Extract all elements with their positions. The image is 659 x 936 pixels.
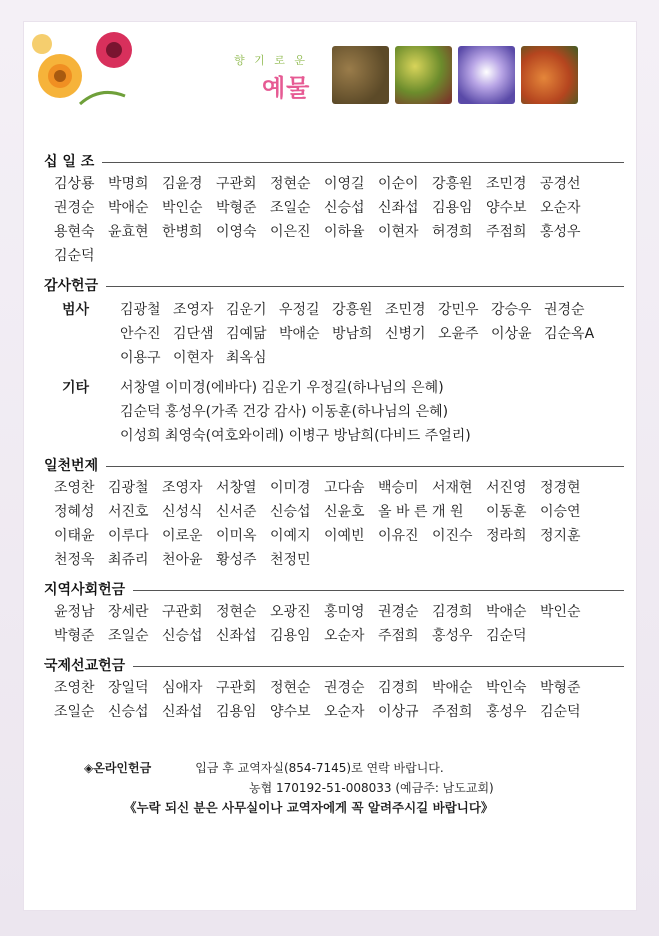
name-entry: 조민경 <box>486 176 527 192</box>
name-entry: 조영자 <box>162 480 203 496</box>
name-entry: 주점희 <box>432 704 473 720</box>
name-entry: 김단샘 <box>173 326 214 342</box>
section-header <box>44 454 624 476</box>
online-offering-info <box>84 758 604 818</box>
name-entry: 김용임 <box>270 628 311 644</box>
subsection-label: 범사 <box>62 302 90 318</box>
name-entry: 김용임 <box>216 704 257 720</box>
name-entry: 이은진 <box>270 224 311 240</box>
name-entry: 황성주 <box>216 552 257 568</box>
name-entry: 서창열 <box>216 480 257 496</box>
name-list <box>120 298 624 370</box>
name-entry: 이용구 <box>120 350 161 366</box>
name-entry: 장일덕 <box>108 680 149 696</box>
page-title: 예물 <box>262 74 311 102</box>
name-entry: 용현숙 <box>54 224 95 240</box>
name-entry: 백승미 <box>378 480 419 496</box>
name-list <box>44 600 624 648</box>
name-entry: 이상윤 <box>491 326 532 342</box>
name-entry: 권경순 <box>54 200 95 216</box>
name-entry: 이미경 <box>270 480 311 496</box>
header-kicker: 향 기 로 운 <box>234 54 308 67</box>
name-entry: 천정민 <box>270 552 311 568</box>
name-entry: 주점희 <box>486 224 527 240</box>
name-entry: 박애순 <box>432 680 473 696</box>
name-entry: 한병희 <box>162 224 203 240</box>
name-entry: 권경순 <box>378 604 419 620</box>
name-entry: 김경희 <box>378 680 419 696</box>
name-entry: 신좌섭 <box>216 628 257 644</box>
name-entry: 조영찬 <box>54 480 95 496</box>
subsection-other <box>44 376 624 448</box>
name-entry: 정라희 <box>486 528 527 544</box>
name-entry: 김경희 <box>432 604 473 620</box>
section-title: 국제선교헌금 <box>44 658 126 674</box>
name-entry: 안수진 <box>120 326 161 342</box>
divider <box>106 466 624 467</box>
name-entry: 홍성우 <box>432 628 473 644</box>
pumpkin-photo <box>521 46 578 104</box>
name-entry: 신승섭 <box>108 704 149 720</box>
name-entry: 신좌섭 <box>162 704 203 720</box>
name-entry: 이예지 <box>270 528 311 544</box>
name-entry: 정지훈 <box>540 528 581 544</box>
name-entry: 서진호 <box>108 504 149 520</box>
section-one-thousandth <box>44 454 624 572</box>
section-header <box>44 150 624 172</box>
name-entry: 이유진 <box>378 528 419 544</box>
name-entry: 이루다 <box>108 528 149 544</box>
divider <box>133 666 624 667</box>
name-entry: 오윤주 <box>438 326 479 342</box>
name-entry: 조일순 <box>270 200 311 216</box>
name-entry: 우정길 <box>279 302 320 318</box>
name-entry: 신승섭 <box>162 628 203 644</box>
name-entry: 권경순 <box>324 680 365 696</box>
name-entry: 오순자 <box>324 704 365 720</box>
bulletin-sheet <box>24 22 636 910</box>
section-title: 십 일 조 <box>44 154 95 170</box>
name-entry: 권경순 <box>544 302 585 318</box>
name-entry: 신성식 <box>162 504 203 520</box>
name-entry: 이승연 <box>540 504 581 520</box>
name-entry: 오순자 <box>324 628 365 644</box>
name-entry: 정현순 <box>216 604 257 620</box>
name-entry: 이미옥 <box>216 528 257 544</box>
name-entry: 박형준 <box>54 628 95 644</box>
bank-account: 농협 170192-51-008033 (예금주: 남도교회) <box>249 781 494 795</box>
name-entry: 장세란 <box>108 604 149 620</box>
name-entry: 조일순 <box>54 704 95 720</box>
name-entry: 윤효현 <box>108 224 149 240</box>
other-line: 이성희 최영숙(여호와이레) 이병구 방남희(다비드 주얼리) <box>120 428 471 444</box>
name-entry: 박형준 <box>540 680 581 696</box>
name-entry: 오순자 <box>540 200 581 216</box>
name-entry: 신윤호 <box>324 504 365 520</box>
name-entry: 이동훈 <box>486 504 527 520</box>
other-line: 김순덕 홍성우(가족 건강 감사) 이동훈(하나님의 은혜) <box>120 404 449 420</box>
name-list <box>44 676 624 724</box>
section-tithe <box>44 150 624 268</box>
name-entry: 홍미영 <box>324 604 365 620</box>
name-entry: 이현자 <box>173 350 214 366</box>
name-entry: 홍성우 <box>540 224 581 240</box>
name-entry: 이영길 <box>324 176 365 192</box>
name-entry: 박애순 <box>486 604 527 620</box>
flower-decoration-icon <box>30 26 150 114</box>
name-entry: 서진영 <box>486 480 527 496</box>
divider <box>106 286 624 287</box>
name-entry: 이현자 <box>378 224 419 240</box>
name-entry: 김광철 <box>120 302 161 318</box>
name-entry: 고다솜 <box>324 480 365 496</box>
name-entry: 이하율 <box>324 224 365 240</box>
section-thanks <box>44 274 624 448</box>
section-title: 감사헌금 <box>44 278 99 294</box>
divider <box>133 590 624 591</box>
name-entry: 박인순 <box>540 604 581 620</box>
section-community <box>44 578 624 648</box>
name-entry: 방남희 <box>332 326 373 342</box>
name-entry: 이영숙 <box>216 224 257 240</box>
flower-photo <box>458 46 515 104</box>
offering-lists <box>44 150 624 730</box>
name-entry: 김윤경 <box>162 176 203 192</box>
name-entry: 서재현 <box>432 480 473 496</box>
name-entry: 김운기 <box>226 302 267 318</box>
name-entry: 김상룡 <box>54 176 95 192</box>
name-entry: 조민경 <box>385 302 426 318</box>
name-entry: 심애자 <box>162 680 203 696</box>
name-entry: 박인순 <box>162 200 203 216</box>
name-entry: 박애순 <box>108 200 149 216</box>
name-entry: 김순덕 <box>540 704 581 720</box>
name-entry: 주점희 <box>378 628 419 644</box>
name-entry: 공경선 <box>540 176 581 192</box>
name-list <box>44 172 624 268</box>
name-entry: 최쥬리 <box>108 552 149 568</box>
name-entry: 조영자 <box>173 302 214 318</box>
deposit-instruction: 입금 후 교역자실(854-7145)로 연락 바랍니다. <box>195 761 444 775</box>
page-header <box>24 22 636 122</box>
name-entry: 이태윤 <box>54 528 95 544</box>
footer-row <box>84 758 604 778</box>
name-entry: 홍성우 <box>486 704 527 720</box>
section-header <box>44 578 624 600</box>
name-entry: 신서준 <box>216 504 257 520</box>
section-missions <box>44 654 624 724</box>
name-entry: 개 원 <box>432 504 464 520</box>
name-entry: 신승섭 <box>270 504 311 520</box>
other-lines <box>120 376 471 448</box>
name-entry: 최옥심 <box>226 350 267 366</box>
name-entry: 이예빈 <box>324 528 365 544</box>
name-entry: 허경희 <box>432 224 473 240</box>
fruit-photo <box>395 46 452 104</box>
name-entry: 박애순 <box>279 326 320 342</box>
section-header <box>44 654 624 676</box>
name-entry: 이상규 <box>378 704 419 720</box>
name-entry: 강승우 <box>491 302 532 318</box>
online-offering-label: ◈온라인헌금 <box>84 761 152 775</box>
name-entry: 강흥원 <box>432 176 473 192</box>
name-entry: 정혜성 <box>54 504 95 520</box>
name-entry: 김예닮 <box>226 326 267 342</box>
name-entry: 양수보 <box>486 200 527 216</box>
name-entry: 김광철 <box>108 480 149 496</box>
name-entry: 윤정남 <box>54 604 95 620</box>
name-entry: 박인숙 <box>486 680 527 696</box>
name-entry: 정현순 <box>270 176 311 192</box>
name-entry: 박형준 <box>216 200 257 216</box>
name-entry: 조일순 <box>108 628 149 644</box>
name-entry: 신승섭 <box>324 200 365 216</box>
name-entry: 박명희 <box>108 176 149 192</box>
divider <box>102 162 624 163</box>
name-entry: 정현순 <box>270 680 311 696</box>
name-entry: 구관회 <box>216 680 257 696</box>
name-entry: 김용임 <box>432 200 473 216</box>
name-entry: 김순덕 <box>486 628 527 644</box>
name-entry: 신좌섭 <box>378 200 419 216</box>
subsection-beomsa <box>44 298 624 370</box>
name-entry: 정경현 <box>540 480 581 496</box>
photo-strip <box>332 46 578 104</box>
name-entry: 이순이 <box>378 176 419 192</box>
name-entry: 강흥원 <box>332 302 373 318</box>
name-entry: 양수보 <box>270 704 311 720</box>
name-entry: 오광진 <box>270 604 311 620</box>
name-entry: 조영찬 <box>54 680 95 696</box>
name-entry: 김순옥A <box>544 326 595 342</box>
name-entry: 천아윤 <box>162 552 203 568</box>
subsection-label: 기타 <box>62 380 90 396</box>
section-title: 일천번제 <box>44 458 99 474</box>
omission-note: 《누락 되신 분은 사무실이나 교역자에게 꼭 알려주시길 바랍니다》 <box>124 800 494 815</box>
section-title: 지역사회헌금 <box>44 582 126 598</box>
name-entry: 신병기 <box>385 326 426 342</box>
name-list <box>44 476 624 572</box>
name-entry: 구관회 <box>216 176 257 192</box>
section-header <box>44 274 624 296</box>
name-entry: 강민우 <box>438 302 479 318</box>
name-entry: 이로운 <box>162 528 203 544</box>
name-entry: 천정욱 <box>54 552 95 568</box>
name-entry: 올 바 른 <box>378 504 428 520</box>
name-entry: 이진수 <box>432 528 473 544</box>
grain-photo <box>332 46 389 104</box>
name-entry: 구관회 <box>162 604 203 620</box>
name-entry: 김순덕 <box>54 248 95 264</box>
other-line: 서창열 이미경(에바다) 김운기 우정길(하나님의 은혜) <box>120 380 444 396</box>
